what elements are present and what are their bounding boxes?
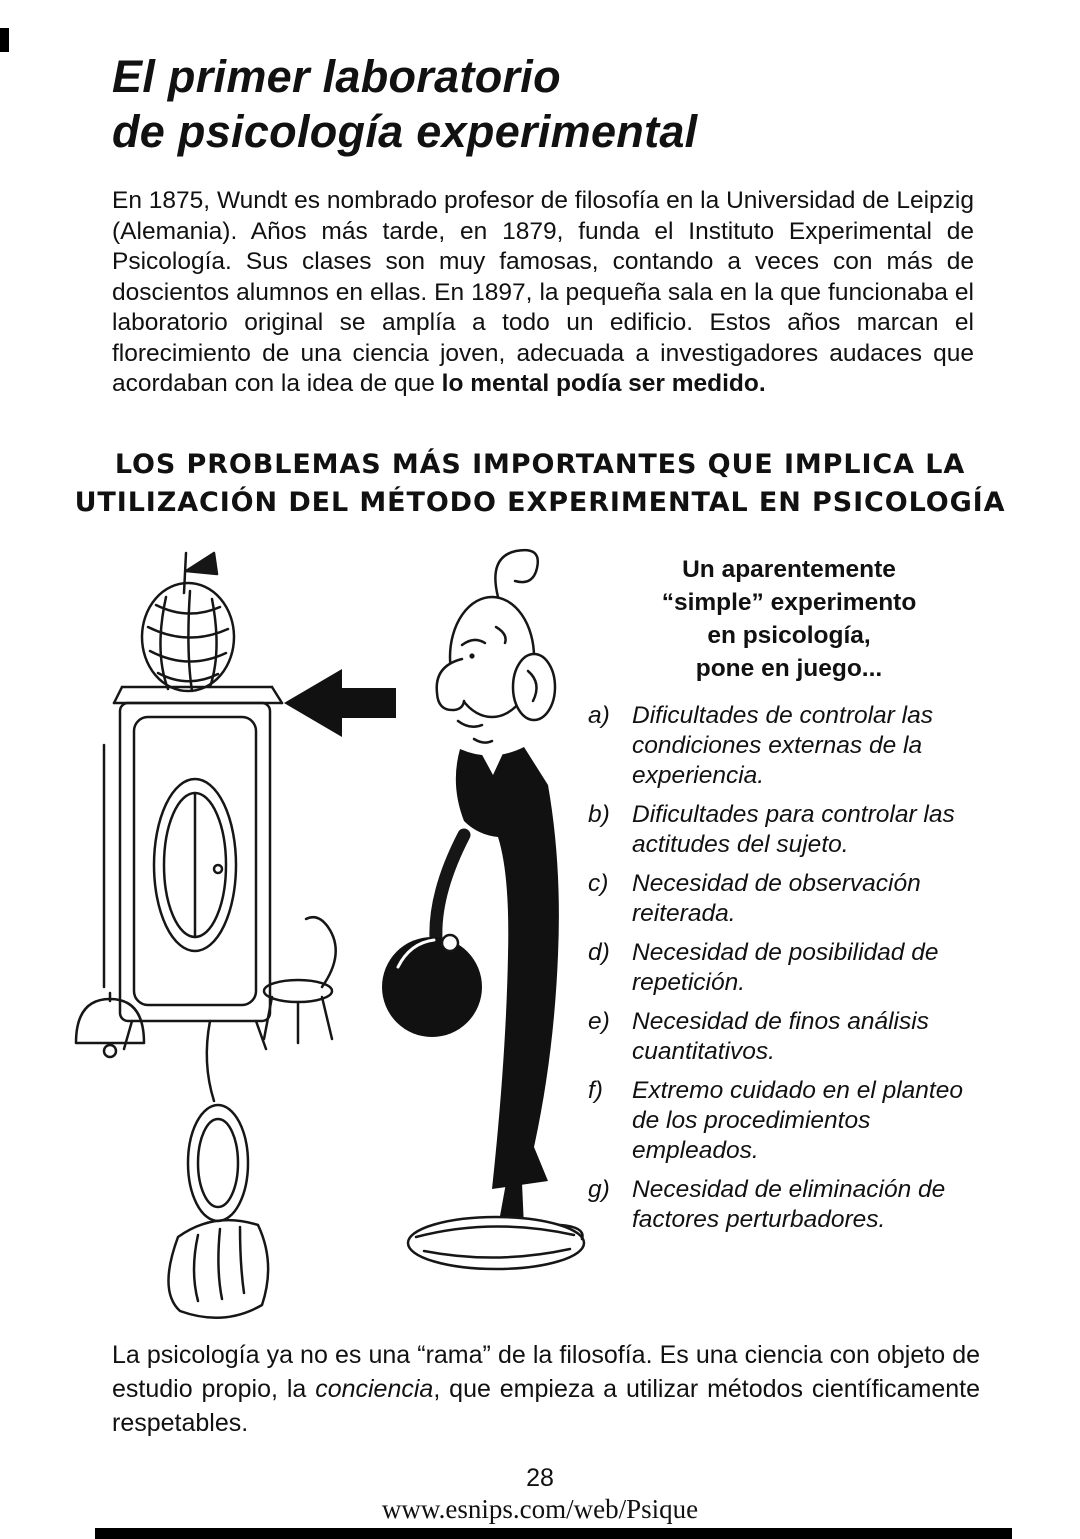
- list-item: [588, 800, 990, 860]
- list-item-label: f): [588, 1077, 603, 1104]
- list-item: [588, 1175, 990, 1235]
- illustration: [60, 535, 590, 1325]
- list-item-label: g): [588, 1176, 610, 1203]
- title-line-2: de psicología experimental: [112, 105, 698, 157]
- clock-sketch: [76, 553, 336, 1318]
- list-item-label: e): [588, 1008, 610, 1035]
- list-item: [588, 869, 990, 929]
- list-item-text: Necesidad de eliminación de factores perturbadores.: [632, 1176, 946, 1233]
- list-item: [588, 938, 990, 998]
- caption-line-1: Un aparentemente: [682, 556, 896, 583]
- comic-heading-line-2: UTILIZACIÓN DEL MÉTODO EXPERIMENTAL EN PSICOLOGÍA: [74, 487, 1006, 518]
- page-number: 28: [526, 1464, 554, 1492]
- list-item-text: Necesidad de observación reiterada.: [632, 870, 921, 927]
- list-item: [588, 701, 990, 791]
- list-item: [588, 1076, 990, 1166]
- caption-line-3: en psicología,: [707, 622, 871, 649]
- closing-text-before: La psicología ya no es una “rama” de la filosofía. Es una ciencia con objeto de estudio propio, la: [112, 1341, 980, 1403]
- lab-illustration-svg: [60, 535, 590, 1325]
- caricature-figure: [382, 550, 584, 1269]
- scan-edge-bar: [95, 1528, 1012, 1539]
- intro-text: En 1875, Wundt es nombrado profesor de filosofía en la Universidad de Leipzig (Alemania). Años más tarde, en 1879, funda el Instituto Experimental de Psicología. Sus clases son muy famosas, contando a veces con más de doscientos alumnos en ellas. En 1897, la pequeña sala en la que funcionaba el laboratorio original se amplía a todo un edificio. Estos años marcan el florecimiento de una ciencia joven, adecuada a investigadores audaces que acordaban con la idea de que: [112, 187, 974, 397]
- experiment-caption: [588, 553, 990, 685]
- caption-line-2: “simple” experimento: [661, 589, 917, 616]
- list-item-text: Necesidad de posibilidad de repetición.: [632, 939, 939, 996]
- list-item-text: Extremo cuidado en el planteo de los procedimientos empleados.: [632, 1077, 963, 1164]
- left-arrow-icon: [284, 669, 396, 737]
- list-item-label: b): [588, 801, 610, 828]
- problem-list: [588, 701, 990, 1235]
- closing-italic-word: conciencia: [315, 1375, 434, 1403]
- comic-heading: [0, 446, 1080, 522]
- closing-paragraph: [112, 1338, 980, 1440]
- intro-bold-text: lo mental podía ser medido.: [441, 370, 766, 397]
- footer-url: www.esnips.com/web/Psique: [381, 1494, 699, 1524]
- list-item-text: Necesidad de finos análisis cuantitativos.: [632, 1008, 929, 1065]
- list-item-label: c): [588, 870, 609, 897]
- scan-artifact: [0, 28, 9, 52]
- caption-line-4: pone en juego...: [695, 655, 883, 682]
- title-line-1: El primer laboratorio: [112, 51, 561, 102]
- closing-text-after: , que empieza a utilizar métodos científicamente respetables.: [112, 1375, 980, 1437]
- comic-heading-line-1: LOS PROBLEMAS MÁS IMPORTANTES QUE IMPLICA LA: [114, 449, 966, 480]
- right-column: [588, 553, 990, 1244]
- list-item-label: a): [588, 702, 610, 729]
- list-item-text: Dificultades de controlar las condiciones externas de la experiencia.: [632, 702, 933, 789]
- list-item-text: Dificultades para controlar las actitudes del sujeto.: [632, 801, 955, 858]
- intro-paragraph: [112, 186, 974, 400]
- page-title: [112, 50, 697, 160]
- list-item: [588, 1007, 990, 1067]
- list-item-label: d): [588, 939, 610, 966]
